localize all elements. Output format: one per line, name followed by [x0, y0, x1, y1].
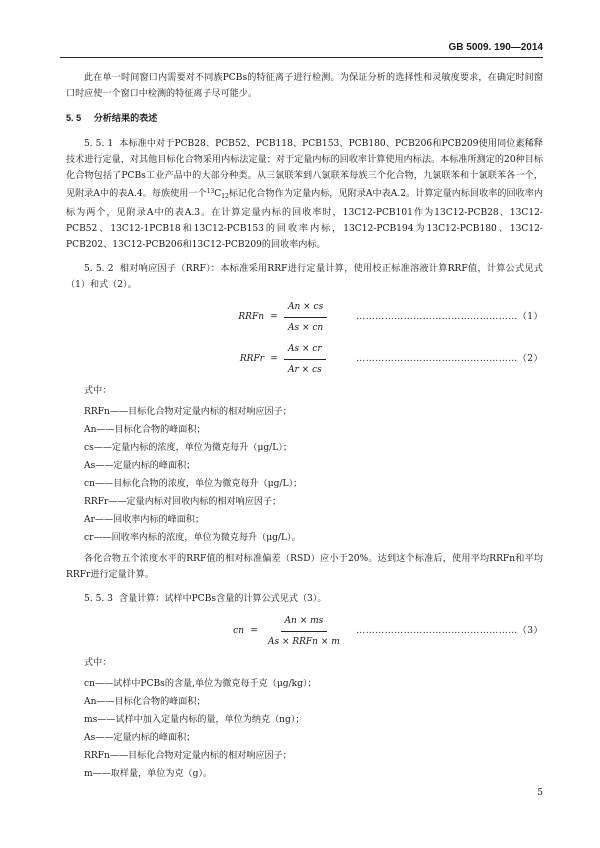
- definition-item: An——目标化合物的峰面积；: [84, 697, 206, 707]
- leader-dots: ……………………………………………（2）: [356, 354, 543, 364]
- paragraph-5-5-2: [66, 261, 543, 293]
- paragraph-text: 本标准中对于PCB28、PCB52、PCB118、PCB153、PCB180、PCB206和PCB209使用同位素稀释技术进行定量，对其他目标化合物采用内标法定量；对于定量内标的回收率计算使用内标法。本标准所测定的20种目标化合物包括了PCBs工业产品中的大部分种类。从三氯联苯到八氯联苯每族三个化合物，九氯联苯和十氯联苯各一个，见附录A中的表A.4。每族使用一个: [66, 139, 543, 199]
- where-label: 式中：: [84, 386, 112, 396]
- intro-paragraph: 此在单一时间窗口内需要对不同族PCBs的特征离子进行检测。为保证分析的选择性和灵敏度要求，在确定时间窗口时应使一个窗口中检测的特征离子尽可能少。: [66, 73, 543, 99]
- subscript: 12: [221, 193, 229, 200]
- numerator: An × cs: [284, 299, 327, 318]
- equals-sign: =: [270, 312, 278, 322]
- subsection-number: 5. 5. 1: [84, 139, 114, 149]
- equals-sign: =: [270, 354, 278, 364]
- formula-1: [66, 299, 543, 335]
- formula-lhs: RRFn: [238, 312, 264, 322]
- fraction: [264, 613, 344, 650]
- leader-dots: ……………………………………………（1）: [356, 312, 543, 322]
- where-label: 式中：: [84, 658, 112, 668]
- fraction: [284, 341, 326, 378]
- subsection-number: 5. 5. 3: [84, 594, 113, 604]
- definition-item: An——目标化合物的峰面积；: [84, 425, 206, 435]
- denominator: As × cn: [288, 322, 324, 333]
- numerator: As × cr: [284, 341, 326, 360]
- fraction: [284, 299, 327, 336]
- definition-item: RRFr——定量内标对回收内标的相对响应因子；: [84, 497, 282, 507]
- subsection-number: 5. 5. 2: [84, 264, 114, 274]
- standard-id: GB 5009. 190—2014: [448, 42, 543, 53]
- definition-list-5-5-3: [84, 675, 543, 783]
- superscript: 13: [206, 188, 215, 195]
- definition-item: As——定量内标的峰面积；: [84, 733, 196, 743]
- paragraph-5-5-3: [66, 591, 543, 607]
- definition-item: cn——目标化合物的浓度，单位为微克每升（μg/L）；: [84, 479, 303, 489]
- definition-list-5-5-2: [84, 403, 543, 547]
- definition-item: cs——定量内标的浓度，单位为微克每升（μg/L）；: [84, 443, 292, 453]
- page-body: [66, 70, 543, 787]
- formula-3: [66, 613, 543, 649]
- paragraph-text: C: [214, 189, 222, 199]
- paragraph-text: 含量计算：试样中PCBs含量的计算公式见式（3）。: [118, 594, 327, 604]
- definition-item: cn——试样中PCBs的含量,单位为微克每千克（μg/kg）；: [84, 679, 317, 689]
- formula-lhs: RRFr: [239, 354, 264, 364]
- formula-label: （1）: [517, 312, 543, 322]
- formula-label: （3）: [517, 626, 543, 636]
- formula-2: [66, 341, 543, 377]
- section-number: 5. 5: [66, 113, 82, 123]
- rsd-paragraph: 各化合物五个浓度水平的RRF值的相对标准偏差（RSD）应小于20%。达到这个标准后，使用平均RRFn和平均RRFr进行定量计算。: [66, 554, 543, 580]
- leader-dots: ……………………………………………（3）: [356, 626, 543, 636]
- definition-item: As——定量内标的峰面积；: [84, 461, 196, 471]
- definition-item: RRFn——目标化合物对定量内标的相对响应因子；: [84, 407, 292, 417]
- section-title: 分析结果的表述: [93, 113, 158, 123]
- definition-item: m——取样量，单位为克（g）。: [84, 769, 213, 779]
- formula-label: （2）: [517, 354, 543, 364]
- paragraph-5-5-1: [66, 136, 543, 253]
- paragraph-text: 标记化合物作为定量内标，见附录A中表A.2。计算定量内标回收率的回收率内标为两个，见附录A中的表A.3。在计算定量内标的回收率时，: [66, 189, 544, 218]
- definition-item: Ar——回收率内标的峰面积；: [84, 515, 205, 525]
- definition-item: ms——试样中加入定量内标的量，单位为纳克（ng）；: [84, 715, 305, 725]
- page-number: 5: [537, 788, 543, 798]
- numerator: An × ms: [281, 613, 328, 632]
- denominator: As × RRFn × m: [268, 636, 340, 647]
- equals-sign: =: [250, 626, 258, 636]
- formula-lhs: cn: [233, 626, 244, 636]
- denominator: Ar × cs: [288, 364, 322, 375]
- definition-item: cr——回收率内标的浓度，单位为微克每升（μg/L）。: [84, 533, 301, 543]
- definition-item: RRFn——目标化合物对定量内标的相对响应因子；: [84, 751, 292, 761]
- header-rule: [60, 57, 543, 58]
- paragraph-text: 相对响应因子（RRF）：本标准采用RRF进行定量计算，使用校正标准溶液计算RRF值，计算公式见式（1）和式（2）。: [66, 264, 543, 290]
- section-heading: [66, 110, 543, 126]
- paragraph-text: 13C12-PCB101作为13C12-PCB28、13C12-PCB52、13C12-1PCB18和13C12-PCB153的回收率内标，13C12-PCB194为13C12-PCB180、13C12-PCB202、13C12-PCB206和13C12-PCB209的回收率内标。: [66, 208, 543, 250]
